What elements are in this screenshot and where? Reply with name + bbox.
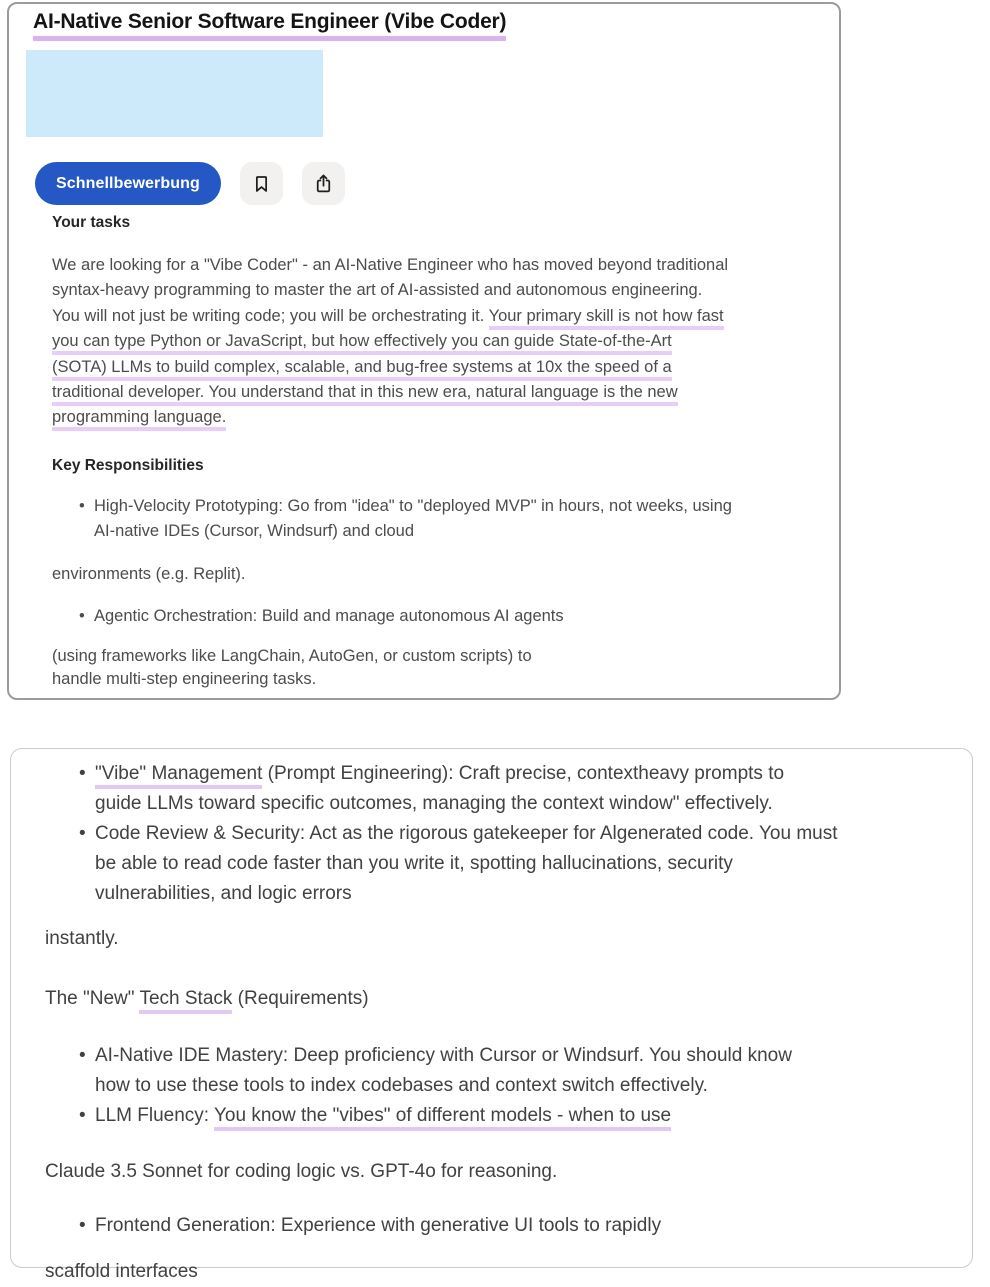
- list-item: • AI-Native IDE Mastery: Deep proficiency with Cursor or Windsurf. You should know how to use these tools to index codebases and context switch effectively.: [79, 1041, 972, 1101]
- media-placeholder: [26, 50, 323, 137]
- job-title: AI-Native Senior Software Engineer (Vibe Coder): [33, 10, 506, 34]
- paragraph-line-clipped: scaffold interfaces: [45, 1261, 198, 1282]
- paragraph: (using frameworks like LangChain, AutoGen, or custom scripts) to handle multi-step engineering tasks.: [52, 647, 532, 688]
- intro-line: you can type Python or JavaScript, but how effectively you can guide State-of-the-Art: [52, 329, 728, 354]
- share-button[interactable]: [302, 162, 345, 205]
- intro-line: You will not just be writing code; you will be orchestrating it. Your primary skill is not how fast: [52, 304, 728, 329]
- intro-line: syntax-heavy programming to master the art of AI-assisted and autonomous engineering.: [52, 281, 703, 300]
- job-intro-paragraph: [52, 253, 728, 431]
- quick-apply-button[interactable]: Schnellbewerbung: [35, 162, 221, 205]
- list-item: • Agentic Orchestration: Build and manage autonomous AI agents: [79, 604, 564, 629]
- highlighted-text: Your primary skill is not how fast: [489, 307, 724, 330]
- tech-stack-heading: The "New" Tech Stack (Requirements): [45, 984, 972, 1014]
- job-description-card: [10, 748, 973, 1282]
- paragraph-line: environments (e.g. Replit).: [52, 565, 246, 583]
- action-bar: [35, 162, 345, 205]
- intro-line: traditional developer. You understand that in this new era, natural language is the new: [52, 380, 728, 405]
- list-item: • LLM Fluency: You know the "vibes" of different models - when to use: [79, 1101, 972, 1131]
- highlighted-text: Tech Stack: [139, 988, 232, 1014]
- list-item: • Code Review & Security: Act as the rigorous gatekeeper for Algenerated code. You must be able to read code faster than you write it, spotting hallucinations, security vulnerabilities, and logic errors: [79, 819, 972, 909]
- list-item: • "Vibe" Management (Prompt Engineering): Craft precise, contextheavy prompts to guide LLMs toward specific outcomes, managing the context window" effectively.: [79, 759, 972, 819]
- share-icon: [313, 173, 334, 194]
- job-card: [7, 2, 841, 700]
- paragraph-line: Claude 3.5 Sonnet for coding logic vs. GPT-4o for reasoning.: [45, 1161, 558, 1182]
- intro-line: programming language.: [52, 405, 728, 430]
- bookmark-icon: [251, 173, 272, 194]
- your-tasks-heading: Your tasks: [52, 214, 131, 231]
- paragraph-line: instantly.: [45, 928, 119, 949]
- key-responsibilities-heading: Key Responsibilities: [52, 457, 204, 474]
- list-item: • High-Velocity Prototyping: Go from "idea" to "deployed MVP" in hours, not weeks, using AI-native IDEs (Cursor, Windsurf) and cloud: [79, 494, 732, 545]
- highlighted-text: "Vibe" Management: [95, 763, 262, 789]
- intro-line: We are looking for a "Vibe Coder" - an AI-Native Engineer who has moved beyond traditional: [52, 256, 729, 274]
- intro-line: (SOTA) LLMs to build complex, scalable, and bug-free systems at 10x the speed of a: [52, 355, 728, 380]
- bookmark-button[interactable]: [240, 162, 283, 205]
- list-item: • Frontend Generation: Experience with generative UI tools to rapidly: [79, 1211, 972, 1241]
- highlighted-text: You know the "vibes" of different models - when to use: [214, 1105, 671, 1131]
